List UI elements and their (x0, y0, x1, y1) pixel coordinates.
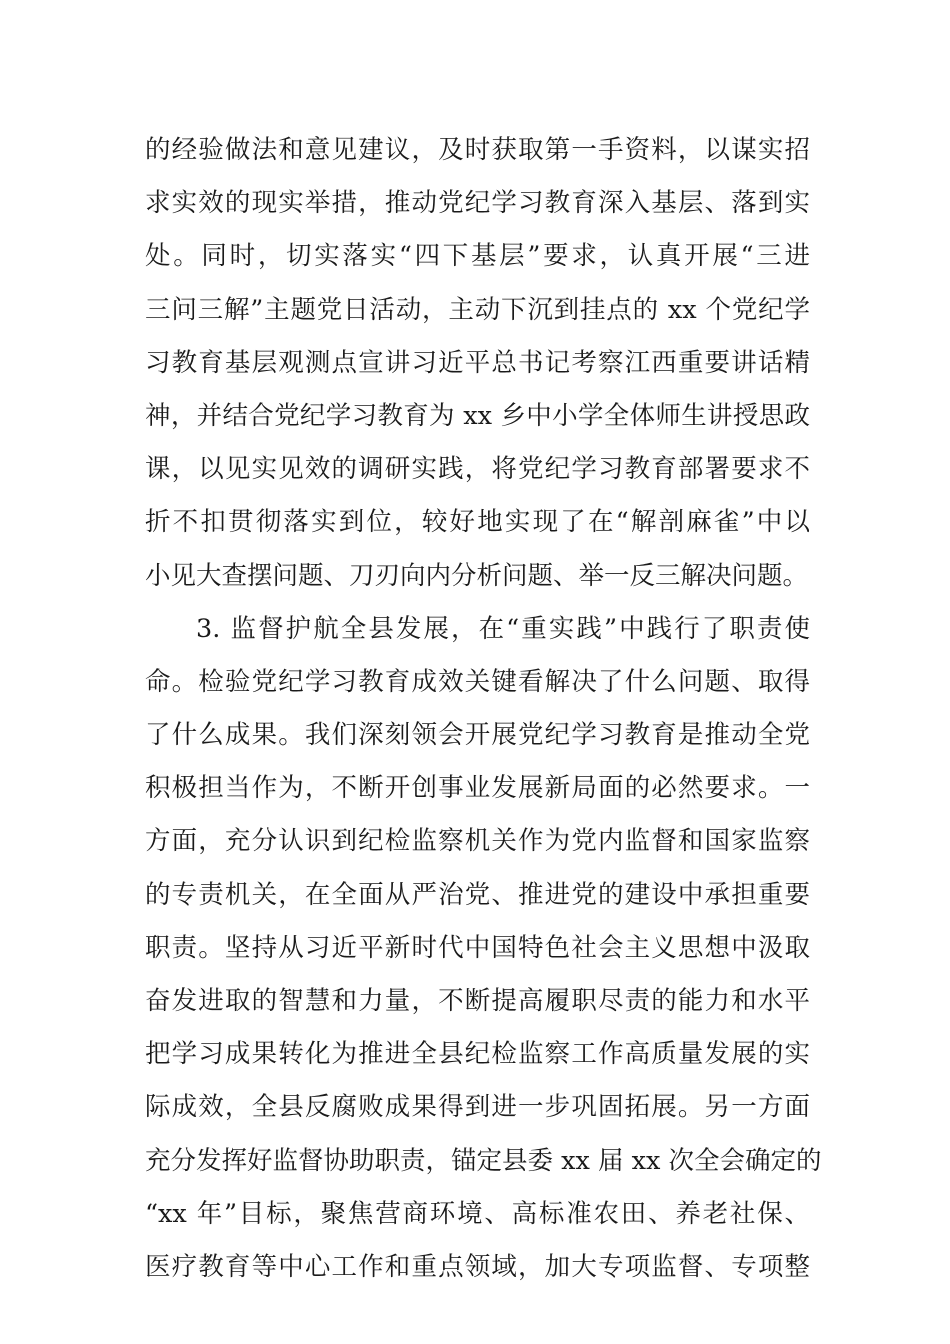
text-line: 的专责机关，在全面从严治党、推进党的建设中承担重要 (145, 879, 810, 910)
text-line: 神，并结合党纪学习教育为 xx 乡中小学全体师生讲授思政 (145, 400, 810, 431)
text-line: 医疗教育等中心工作和重点领域，加大专项监督、专项整 (145, 1251, 810, 1282)
section-heading-line: 3. 监督护航全县发展，在“重实践”中践行了职责使 (196, 613, 810, 644)
text-line: 了什么成果。我们深刻领会开展党纪学习教育是推动全党 (145, 720, 810, 751)
text-line: 充分发挥好监督协助职责，锚定县委 xx 届 xx 次全会确定的 (145, 1145, 822, 1176)
text-line: 职责。坚持从习近平新时代中国特色社会主义思想中汲取 (145, 932, 810, 963)
body-text (145, 128, 822, 1298)
text-line: 奋发进取的智慧和力量，不断提高履职尽责的能力和水平 (145, 986, 810, 1016)
text-line: 积极担当作为，不断开创事业发展新局面的必然要求。一 (145, 773, 810, 804)
text-line: “xx 年”目标，聚焦营商环境、高标准农田、养老社保、 (145, 1198, 810, 1229)
text-line: 际成效，全县反腐败成果得到进一步巩固拓展。另一方面 (145, 1092, 810, 1123)
text-line: 方面，充分认识到纪检监察机关作为党内监督和国家监察 (145, 826, 810, 857)
text-line: 课，以见实见效的调研实践，将党纪学习教育部署要求不 (145, 454, 810, 485)
text-line: 折不扣贯彻落实到位，较好地实现了在“解剖麻雀”中以 (145, 507, 810, 538)
text-line: 处。同时，切实落实“四下基层”要求，认真开展“三进 (145, 241, 810, 272)
text-line: 的经验做法和意见建议，及时获取第一手资料，以谋实招 (145, 135, 810, 165)
text-line: 把学习成果转化为推进全县纪检监察工作高质量发展的实 (145, 1039, 810, 1070)
text-line: 命。检验党纪学习教育成效关键看解决了什么问题、取得 (145, 666, 810, 697)
text-line: 求实效的现实举措，推动党纪学习教育深入基层、落到实 (145, 188, 810, 219)
text-line: 习教育基层观测点宣讲习近平总书记考察江西重要讲话精 (145, 347, 810, 378)
text-line: 三问三解”主题党日活动，主动下沉到挂点的 xx 个党纪学 (145, 294, 810, 325)
text-line: 小见大查摆问题、刀刃向内分析问题、举一反三解决问题。 (145, 560, 809, 591)
